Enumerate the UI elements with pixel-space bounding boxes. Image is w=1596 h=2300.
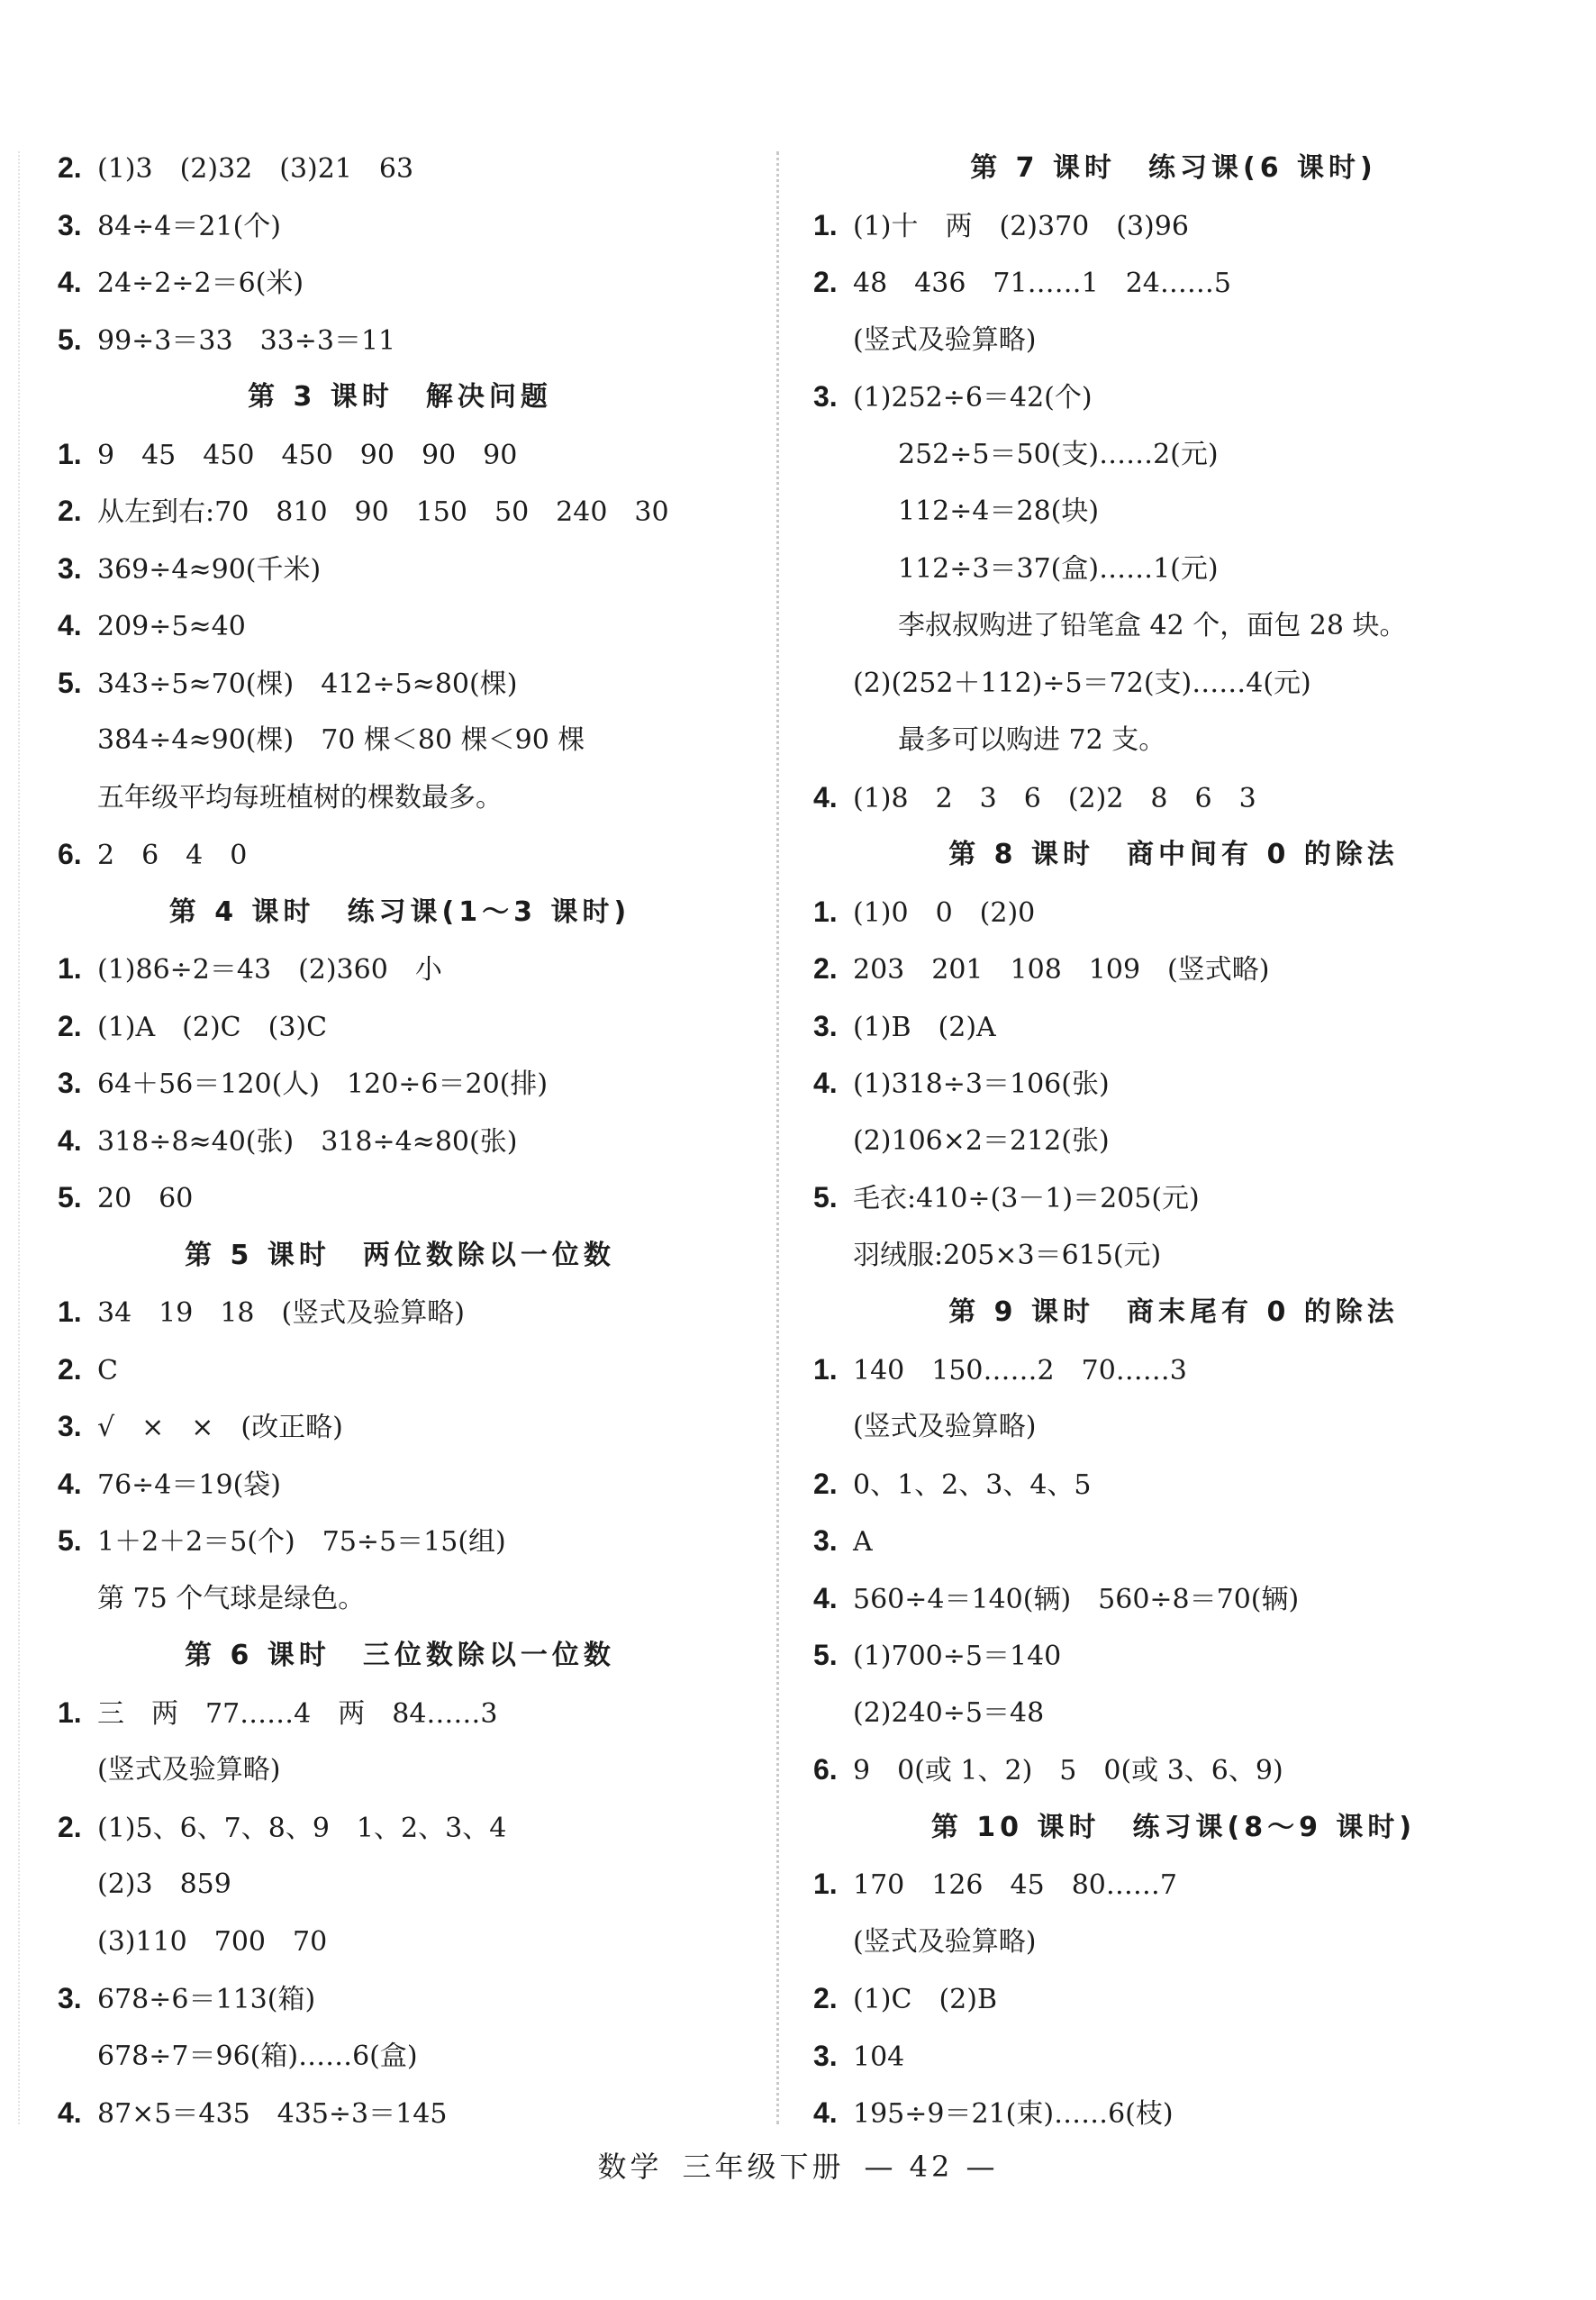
answer-continuation <box>813 426 1534 484</box>
answer-text: (2)3 859 <box>97 1868 231 1900</box>
answer-item <box>58 541 742 598</box>
question-number: 4. <box>58 609 82 641</box>
question-number: 2. <box>813 952 838 985</box>
answer-text: (1)B (2)A <box>853 1011 996 1043</box>
answer-item <box>58 2085 742 2142</box>
answer-item <box>813 941 1534 998</box>
answer-text: (1)A (2)C (3)C <box>97 1011 328 1043</box>
answer-item <box>813 1627 1534 1685</box>
answer-item <box>813 197 1534 255</box>
question-number: 6. <box>813 1753 838 1786</box>
answer-item <box>58 1169 742 1227</box>
question-number: 5. <box>813 1639 838 1671</box>
answer-item <box>58 1055 742 1113</box>
lesson-number: 第 5 课时 <box>185 1239 331 1271</box>
question-number: 1. <box>58 1695 82 1729</box>
answer-item <box>58 998 742 1056</box>
answer-item <box>58 197 742 255</box>
answer-text: (1)5、6、7、8、9 1、2、3、4 <box>97 1812 507 1844</box>
lesson-heading <box>813 1799 1534 1857</box>
answer-text: (1)0 0 (2)0 <box>853 896 1036 929</box>
question-number: 3. <box>813 1009 838 1042</box>
question-number: 4. <box>58 1123 82 1157</box>
answer-text: 678÷7＝96(箱)……6(盒) <box>97 2040 418 2072</box>
question-number: 1. <box>813 1868 838 1900</box>
lesson-heading <box>58 1227 742 1285</box>
answer-text: 从左到右:70 810 90 150 50 240 30 <box>97 496 669 528</box>
question-number: 3. <box>58 1982 82 2014</box>
answer-continuation <box>58 2028 742 2086</box>
lesson-title: 练习课(6 课时) <box>1148 152 1377 184</box>
answer-item <box>58 254 742 312</box>
answer-continuation <box>813 655 1534 713</box>
answer-text: 140 150……2 70……3 <box>853 1354 1187 1386</box>
answer-text: C <box>97 1354 118 1386</box>
answer-text: 76÷4＝19(袋) <box>97 1468 281 1501</box>
answer-item <box>58 597 742 655</box>
answer-text: 24÷2÷2＝6(米) <box>97 268 304 299</box>
answer-item <box>813 769 1534 827</box>
lesson-title: 商末尾有 0 的除法 <box>1127 1296 1399 1328</box>
answer-text: (1)3 (2)32 (3)21 63 <box>97 153 414 185</box>
answer-text: 第 75 个气球是绿色。 <box>97 1582 366 1614</box>
lesson-number: 第 7 课时 <box>970 152 1116 184</box>
answer-item <box>813 1169 1534 1227</box>
question-number: 3. <box>813 2039 838 2072</box>
question-number: 2. <box>58 1009 82 1042</box>
answer-item <box>813 1856 1534 1914</box>
answer-item <box>58 655 742 713</box>
answer-item <box>813 254 1534 312</box>
answer-item <box>813 1456 1534 1514</box>
question-number: 3. <box>58 208 82 241</box>
lesson-number: 第 6 课时 <box>185 1640 331 1671</box>
answer-text: 李叔叔购进了铅笔盒 42 个，面包 28 块。 <box>898 610 1407 641</box>
answer-item <box>58 426 742 484</box>
lesson-number: 第 10 课时 <box>930 1811 1101 1843</box>
answer-text: (1)318÷3＝106(张) <box>853 1068 1110 1100</box>
answer-item <box>813 2085 1534 2142</box>
question-number: 2. <box>58 495 82 527</box>
question-number: 1. <box>58 1295 82 1328</box>
answer-item <box>58 1456 742 1514</box>
answer-text: 羽绒服:205×3＝615(元) <box>853 1239 1162 1271</box>
question-number: 3. <box>58 551 82 585</box>
answer-continuation <box>813 1914 1534 1971</box>
answer-item <box>813 884 1534 941</box>
question-number: 5. <box>813 1181 838 1214</box>
answer-item <box>58 1799 742 1857</box>
answer-text: (竖式及验算略) <box>853 1411 1037 1442</box>
answer-item <box>58 1341 742 1399</box>
question-number: 2. <box>58 1352 82 1386</box>
answer-text: (1)252÷6＝42(个) <box>853 382 1093 414</box>
answer-text: 三 两 77……4 两 84……3 <box>97 1697 498 1730</box>
answer-text: 1＋2＋2＝5(个) 75÷5＝15(组) <box>97 1526 506 1558</box>
answer-text: (1)86÷2＝43 (2)360 小 <box>97 954 442 986</box>
answer-text: 20 60 <box>97 1183 194 1214</box>
question-number: 2. <box>813 1467 838 1500</box>
answer-text: 318÷8≈40(张) 318÷4≈80(张) <box>97 1125 518 1158</box>
answer-item <box>58 1113 742 1170</box>
question-number: 3. <box>813 1524 838 1557</box>
column-divider <box>776 151 779 2124</box>
answer-continuation <box>813 1685 1534 1742</box>
answer-text: 369÷4≈90(千米) <box>97 553 322 586</box>
answer-text: A <box>853 1526 873 1558</box>
answer-continuation <box>58 769 742 827</box>
answer-text: (1)C (2)B <box>853 1984 997 2015</box>
answer-item <box>58 826 742 884</box>
answer-continuation <box>58 1741 742 1799</box>
answer-text: 最多可以购进 72 支。 <box>898 724 1166 756</box>
answer-text: (2)240÷5＝48 <box>853 1696 1045 1729</box>
answer-item <box>813 998 1534 1056</box>
answer-item <box>813 1055 1534 1113</box>
answer-item <box>58 483 742 541</box>
question-number: 5. <box>58 1181 82 1214</box>
answer-text: 203 201 108 109 (竖式略) <box>853 954 1270 986</box>
question-number: 4. <box>58 2096 82 2129</box>
question-number: 1. <box>58 437 82 470</box>
answer-text: 252÷5＝50(支)……2(元) <box>898 438 1219 470</box>
answer-text: 2 6 4 0 <box>97 840 248 871</box>
question-number: 1. <box>58 952 82 985</box>
answer-continuation <box>813 712 1534 769</box>
answer-text: 99÷3＝33 33÷3＝11 <box>97 324 396 357</box>
lesson-number: 第 8 课时 <box>948 839 1094 870</box>
answer-text: (2)106×2＝212(张) <box>853 1124 1110 1157</box>
question-number: 4. <box>813 1581 838 1614</box>
lesson-heading <box>813 826 1534 884</box>
answer-item <box>813 368 1534 426</box>
answer-text: 678÷6＝113(箱) <box>97 1984 316 2015</box>
question-number: 4. <box>813 1067 838 1099</box>
answer-item <box>813 1513 1534 1570</box>
answer-continuation <box>58 1856 742 1914</box>
lesson-heading <box>813 140 1534 197</box>
answer-item <box>58 140 742 197</box>
question-number: 5. <box>58 323 82 356</box>
lesson-title: 解决问题 <box>425 381 552 413</box>
answer-continuation <box>813 1113 1534 1170</box>
footer-grade: 三年级下册 <box>682 2150 845 2184</box>
answer-item <box>813 1341 1534 1399</box>
answer-item <box>813 2028 1534 2086</box>
answer-continuation <box>813 597 1534 655</box>
lesson-title: 练习课(1～3 课时) <box>347 895 631 928</box>
answer-text: (2)(252＋112)÷5＝72(支)……4(元) <box>853 667 1311 699</box>
answer-item <box>58 1398 742 1456</box>
lesson-title: 练习课(8～9 课时) <box>1132 1811 1417 1843</box>
answer-text: 64＋56＝120(人) 120÷6＝20(排) <box>97 1068 549 1100</box>
answer-text: 五年级平均每班植树的棵数最多。 <box>97 781 503 814</box>
answer-continuation <box>58 1914 742 1971</box>
lesson-title: 两位数除以一位数 <box>362 1239 615 1271</box>
answer-text: (1)十 两 (2)370 (3)96 <box>853 210 1189 242</box>
answer-text: 560÷4＝140(辆) 560÷8＝70(辆) <box>853 1583 1300 1615</box>
question-number: 5. <box>58 666 82 699</box>
answer-text: (1)8 2 3 6 (2)2 8 6 3 <box>853 782 1256 814</box>
lesson-number: 第 4 课时 <box>168 895 315 928</box>
answer-continuation <box>58 1570 742 1628</box>
answer-text: 209÷5≈40 <box>97 611 246 642</box>
answer-text: √ × × (改正略) <box>97 1412 343 1443</box>
answer-continuation <box>58 712 742 769</box>
question-number: 2. <box>58 1810 82 1843</box>
answer-item <box>813 1970 1534 2028</box>
answer-text: 170 126 45 80……7 <box>853 1869 1177 1901</box>
binding-edge-line <box>18 151 20 2124</box>
question-number: 2. <box>58 151 82 184</box>
question-number: 3. <box>813 380 838 413</box>
answer-text: 384÷4≈90(棵) 70 棵＜80 棵＜90 棵 <box>97 724 585 756</box>
lesson-heading <box>58 368 742 426</box>
answer-item <box>58 1685 742 1742</box>
answer-continuation <box>813 1227 1534 1285</box>
question-number: 2. <box>813 266 838 298</box>
answer-continuation <box>813 1398 1534 1456</box>
answer-item <box>813 1570 1534 1628</box>
page-footer <box>0 2144 1596 2186</box>
answer-text: (竖式及验算略) <box>97 1754 281 1786</box>
answer-text: 34 19 18 (竖式及验算略) <box>97 1297 465 1329</box>
answer-text: (1)700÷5＝140 <box>853 1641 1062 1672</box>
question-number: 4. <box>58 266 82 298</box>
page-number: — 42 — <box>864 2150 999 2184</box>
answer-continuation <box>813 541 1534 598</box>
question-number: 5. <box>58 1524 82 1557</box>
answer-item <box>58 1970 742 2028</box>
answer-text: (竖式及验算略) <box>853 323 1037 356</box>
question-number: 3. <box>58 1410 82 1442</box>
question-number: 1. <box>813 208 838 241</box>
lesson-title: 三位数除以一位数 <box>362 1640 615 1671</box>
footer-subject: 数学 <box>597 2150 663 2184</box>
lesson-heading <box>58 884 742 941</box>
question-number: 3. <box>58 1067 82 1099</box>
lesson-heading <box>813 1284 1534 1341</box>
right-column <box>813 140 1534 2142</box>
question-number: 4. <box>58 1467 82 1500</box>
answer-item <box>58 1284 742 1341</box>
answer-text: 104 <box>853 2041 905 2073</box>
answer-text: 9 0(或 1、2) 5 0(或 3、6、9) <box>853 1755 1283 1786</box>
answer-text: 343÷5≈70(棵) 412÷5≈80(棵) <box>97 668 518 700</box>
question-number: 6. <box>58 838 82 870</box>
answer-text: 48 436 71……1 24……5 <box>853 268 1231 299</box>
answer-text: 112÷3＝37(盒)……1(元) <box>898 552 1219 585</box>
answer-item <box>58 1513 742 1570</box>
answer-continuation <box>813 483 1534 541</box>
answer-text: 84÷4＝21(个) <box>97 210 281 242</box>
answer-text: 112÷4＝28(块) <box>898 495 1100 527</box>
answer-continuation <box>813 312 1534 369</box>
answer-text: 195÷9＝21(束)……6(枝) <box>853 2098 1174 2130</box>
answer-text: (3)110 700 70 <box>97 1925 328 1958</box>
lesson-number: 第 3 课时 <box>248 381 394 413</box>
answer-item <box>58 941 742 998</box>
answer-text: 9 45 450 450 90 90 90 <box>97 439 518 471</box>
question-number: 4. <box>813 780 838 814</box>
lesson-title: 商中间有 0 的除法 <box>1127 839 1399 870</box>
answer-item <box>813 1741 1534 1799</box>
answer-item <box>58 312 742 369</box>
question-number: 1. <box>813 895 838 928</box>
question-number: 1. <box>813 1352 838 1386</box>
answer-text: 87×5＝435 435÷3＝145 <box>97 2098 448 2130</box>
lesson-number: 第 9 课时 <box>948 1296 1094 1328</box>
answer-text: 0、1、2、3、4、5 <box>853 1468 1092 1501</box>
question-number: 2. <box>813 1982 838 2014</box>
question-number: 4. <box>813 2096 838 2129</box>
left-column <box>58 140 742 2142</box>
answer-text: 毛衣:410÷(3－1)＝205(元) <box>853 1183 1200 1214</box>
answer-text: (竖式及验算略) <box>853 1925 1037 1958</box>
lesson-heading <box>58 1627 742 1685</box>
